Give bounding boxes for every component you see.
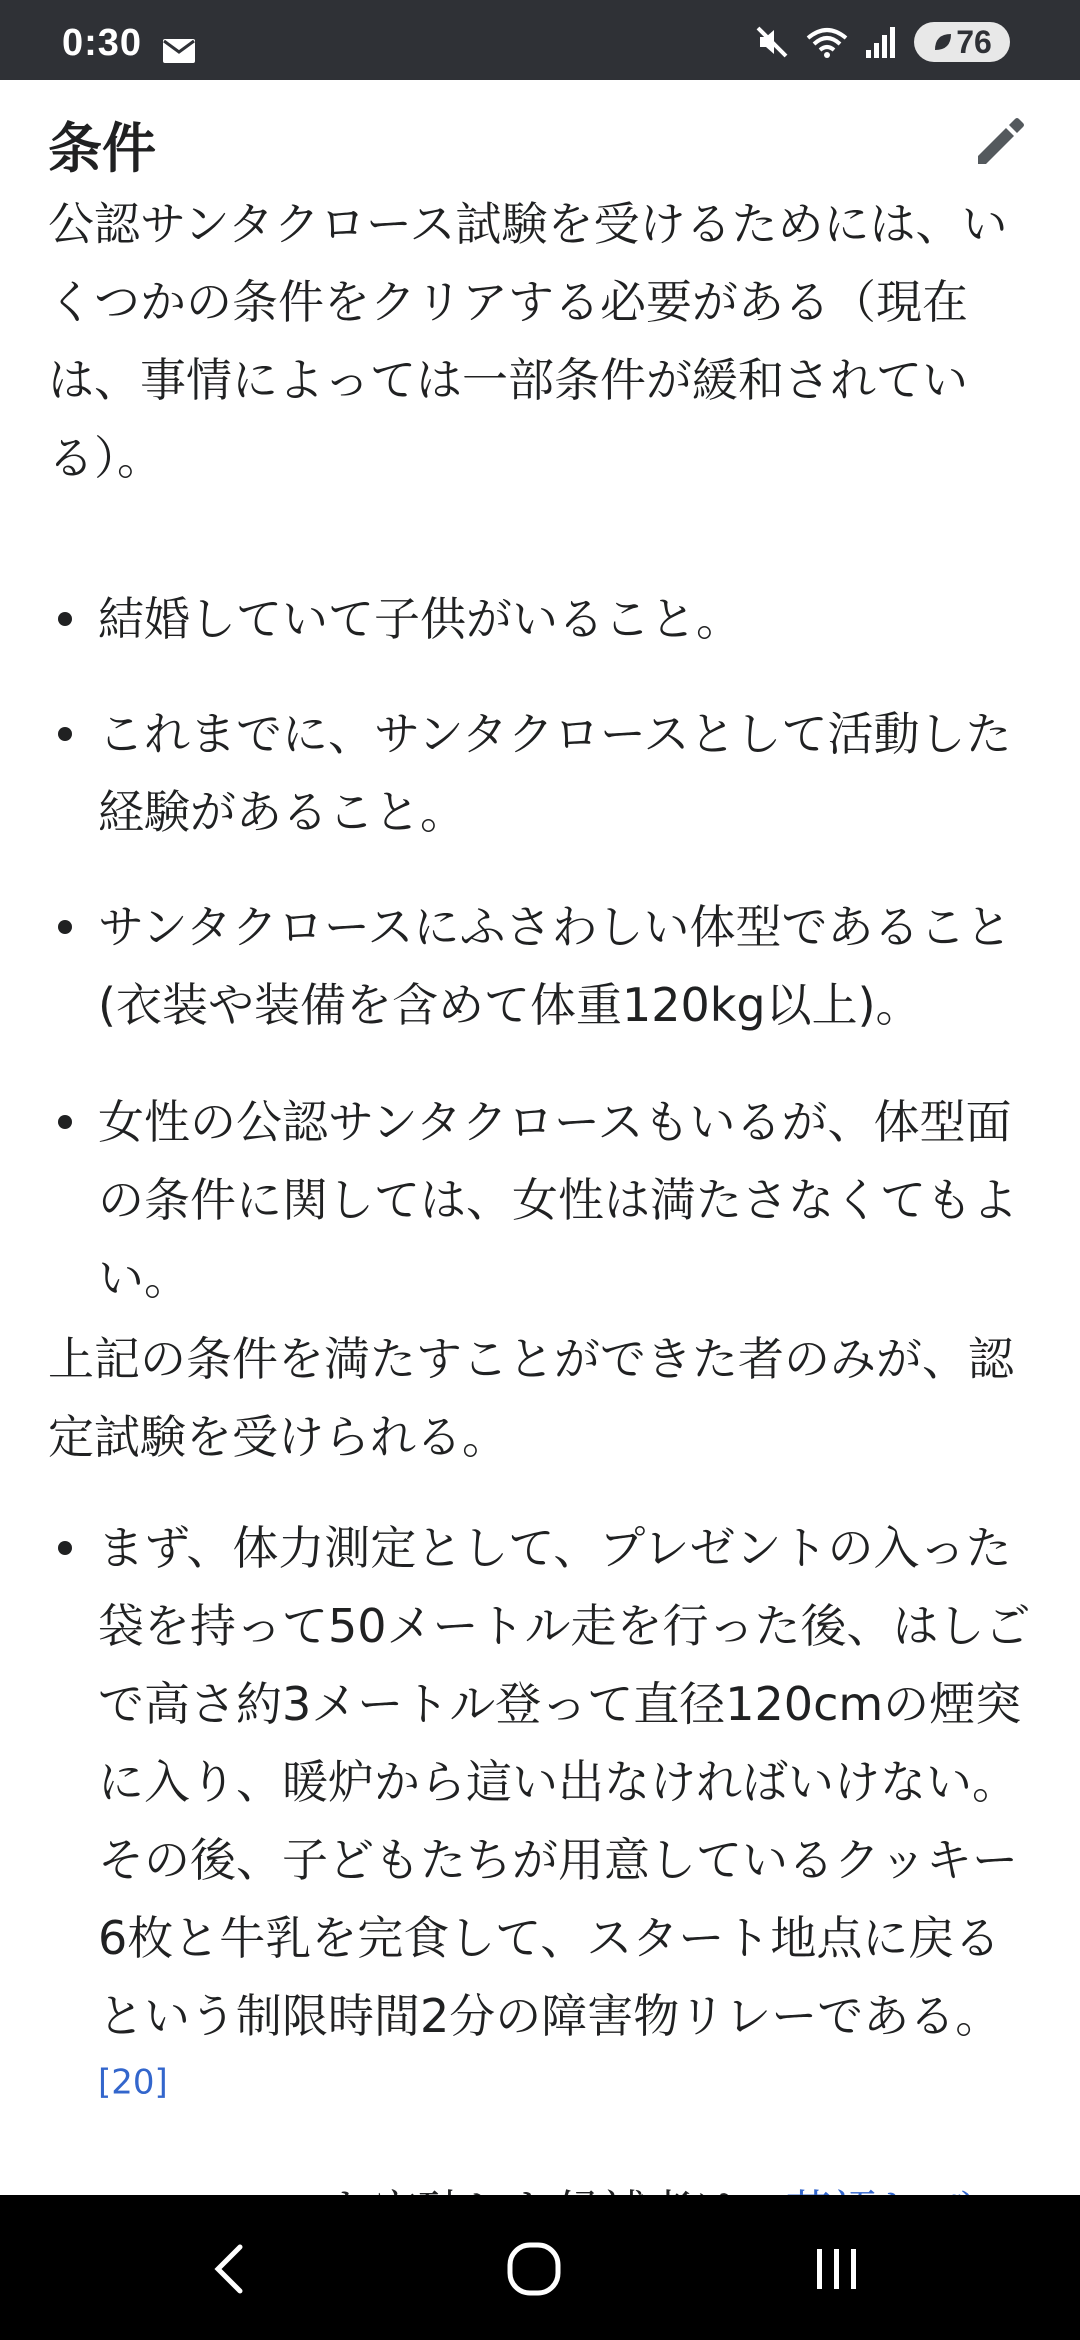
- exam-item-text: まず、体力測定として、プレゼントの入った袋を持って50メートル走を行った後、はしごで高さ約3メートル登って直径120cmの煙突に入り、暖炉から這い出なければいけない。その後、子どもたちが用意しているクッキー6枚と牛乳を完食して、スタート地点に戻るという制限時間2分の障害物リレーである。: [98, 1521, 1031, 2043]
- wifi-icon: [806, 24, 848, 60]
- condition-item: 女性の公認サンタクロースもいるが、体型面の条件に関しては、女性は満たさなくてもよい。: [98, 1095, 1018, 1305]
- mute-icon: [754, 24, 790, 60]
- status-icons: [754, 22, 1010, 62]
- home-icon[interactable]: [506, 2241, 562, 2297]
- bullet-dot: [58, 727, 72, 741]
- battery-level: 76: [956, 23, 992, 60]
- section-heading: 条件: [48, 117, 156, 180]
- edit-pencil-icon[interactable]: [968, 110, 1032, 174]
- navigation-bar: [0, 2195, 1080, 2340]
- battery-indicator: [914, 22, 1010, 62]
- recent-apps-icon[interactable]: [812, 2245, 862, 2293]
- signal-icon: [864, 24, 898, 60]
- back-icon[interactable]: [210, 2243, 250, 2295]
- exam-item: [98, 1509, 1038, 2133]
- intro-paragraph: 公認サンタクロース試験を受けるためには、いくつかの条件をクリアする必要がある（現在は、事情によっては一部条件が緩和されている）。: [48, 197, 1008, 485]
- leaf-icon: [932, 31, 954, 53]
- article-content[interactable]: [0, 80, 1080, 2195]
- status-bar: [0, 0, 1080, 80]
- bullet-dot: [58, 920, 72, 934]
- mail-icon: [162, 38, 196, 64]
- bullet-dot: [58, 1115, 72, 1129]
- condition-item: これまでに、サンタクロースとして活動した経験があること。: [98, 707, 1012, 839]
- bullet-dot: [58, 1541, 72, 1555]
- bullet-dot: [58, 612, 72, 626]
- summary-paragraph: 上記の条件を満たすことができた者のみが、認定試験を受けられる。: [48, 1332, 1014, 1464]
- condition-item: 結婚していて子供がいること。: [98, 592, 742, 646]
- condition-item: サンタクロースにふさわしい体型であること (衣装や装備を含めて体重120kg以上)。: [98, 900, 1012, 1032]
- reference-link[interactable]: [20]: [98, 2062, 168, 2103]
- status-time: 0:30: [62, 22, 143, 64]
